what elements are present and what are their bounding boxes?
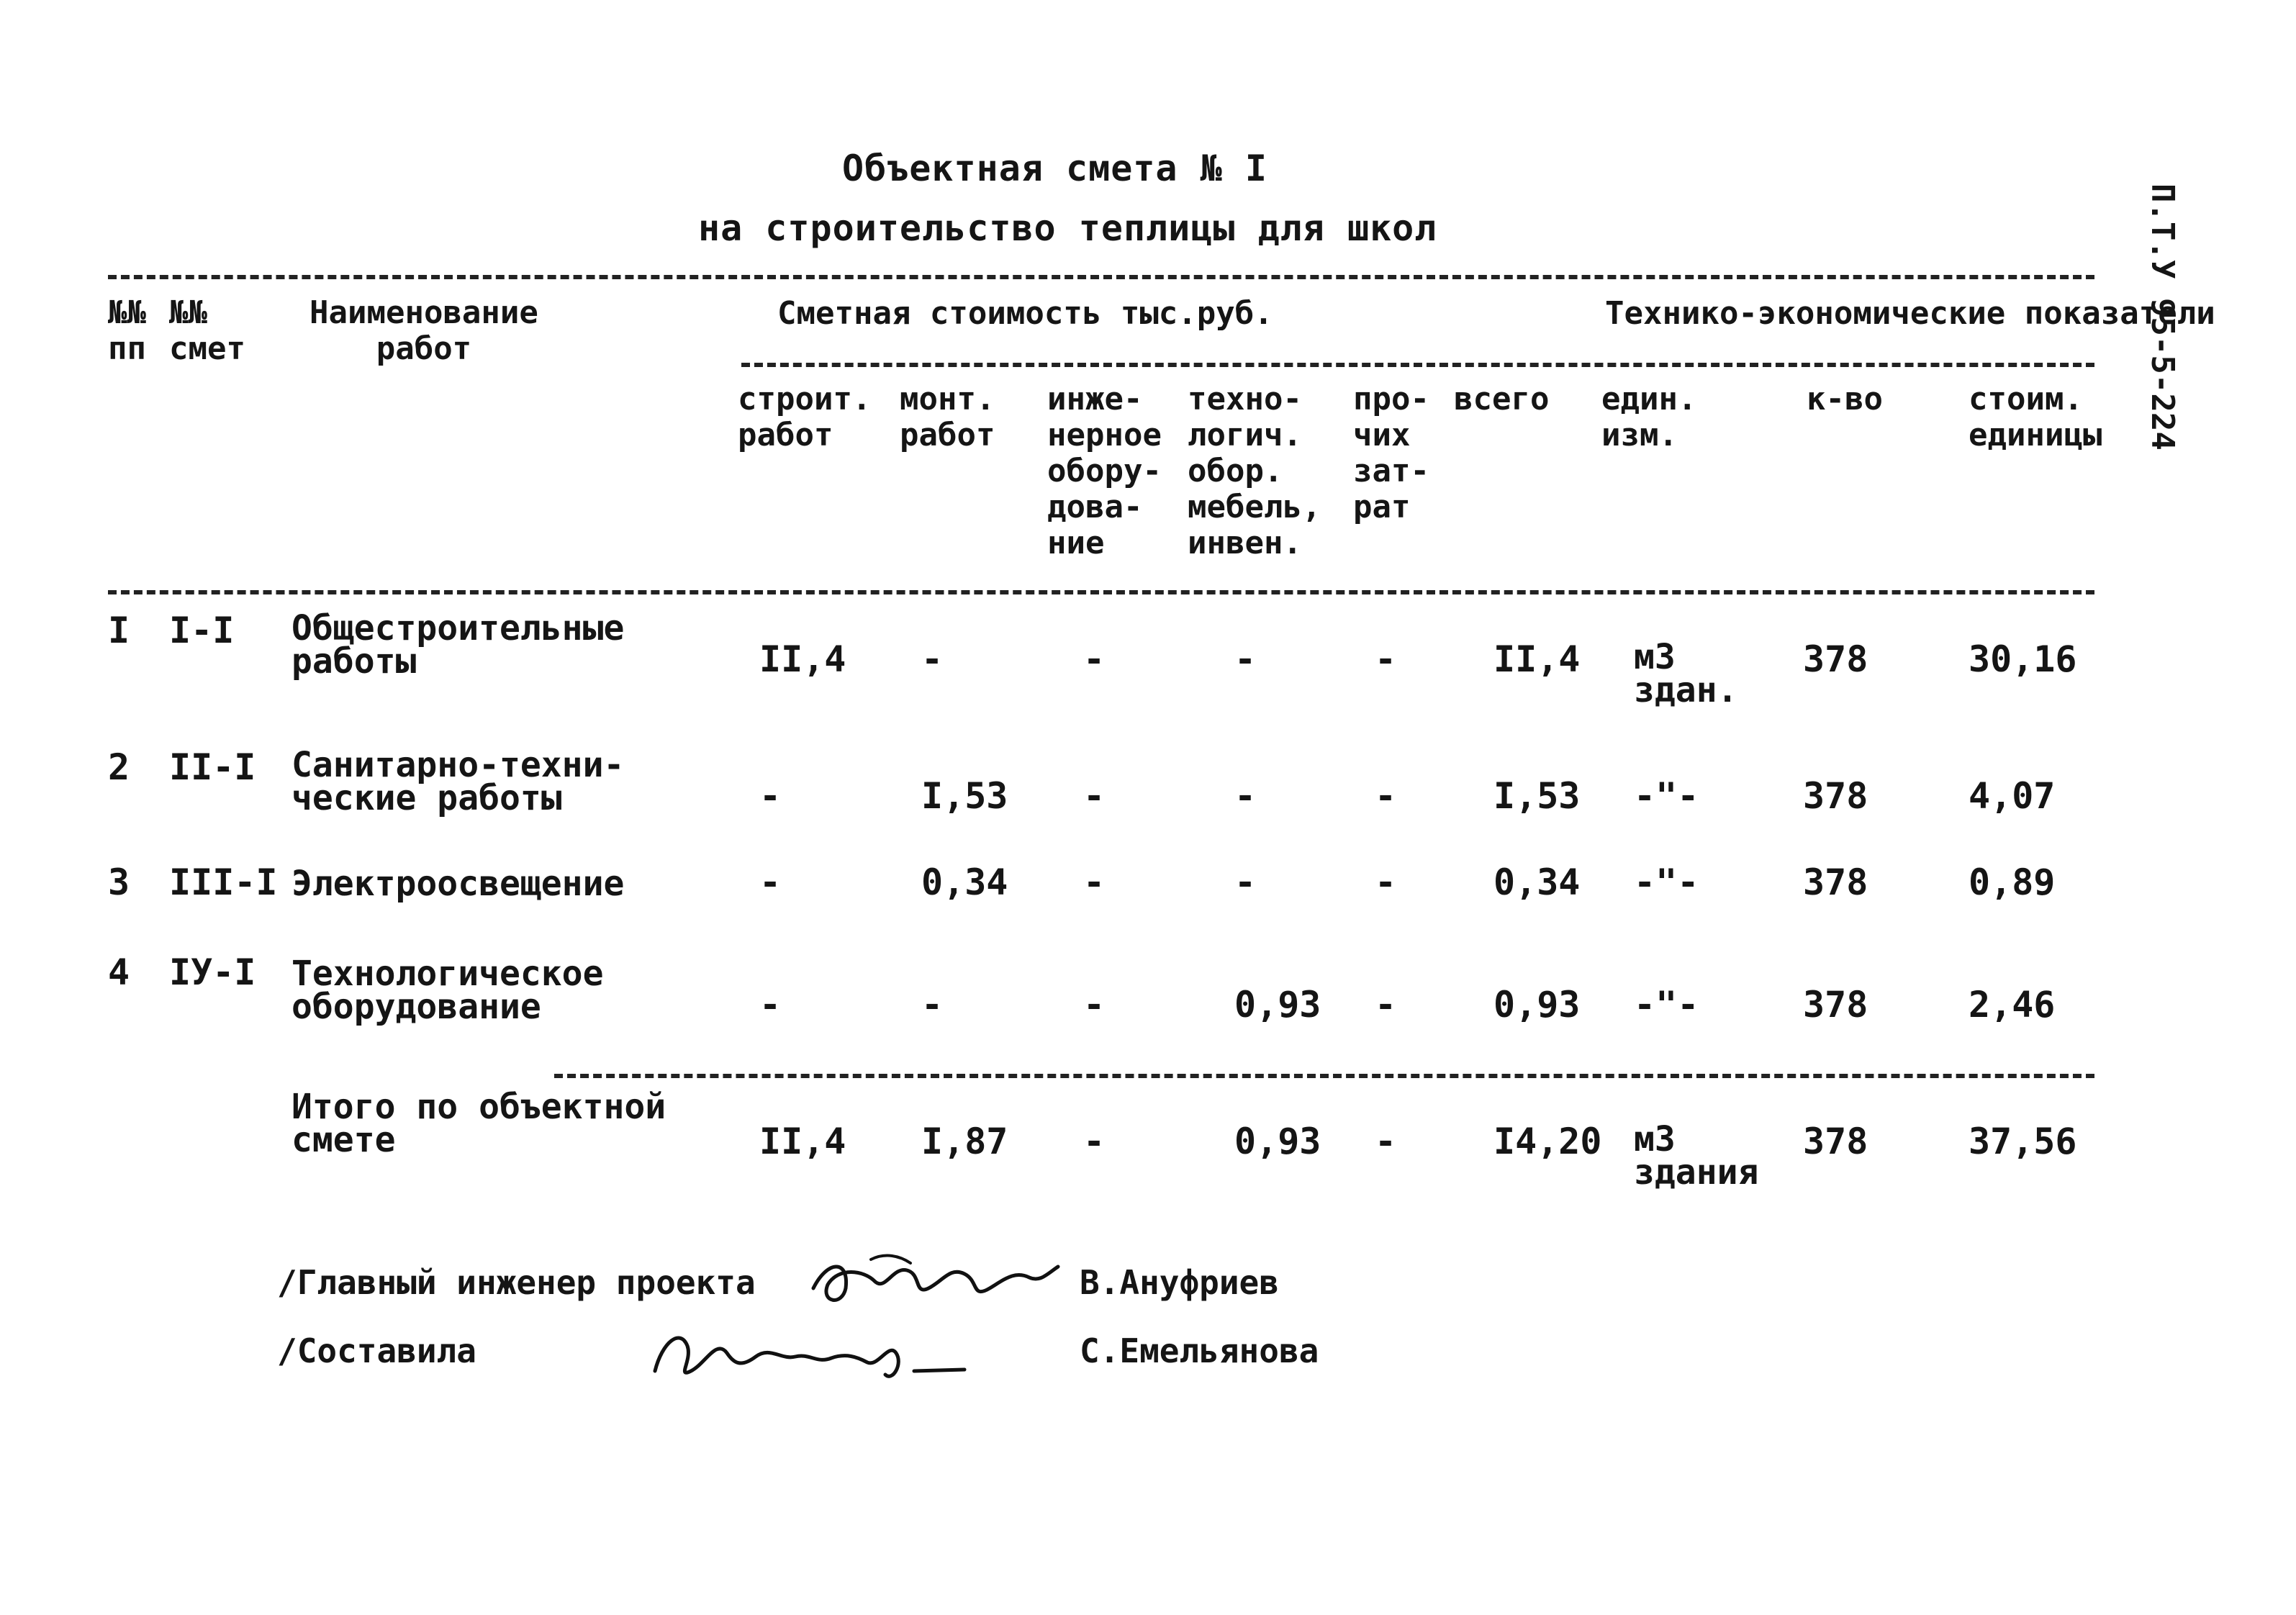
installation-value: 0,34 (921, 861, 1008, 903)
technological-value: - (1234, 638, 1257, 680)
header-construction-works: строит. работ (738, 381, 872, 453)
estimate-number: III-I (169, 861, 278, 903)
other-value: - (1375, 861, 1397, 903)
header-tech-group: Технико-экономические показатели (1605, 295, 2215, 332)
quantity-value: 378 (1803, 984, 1868, 1026)
side-document-code: П.Т.У 95-5-224 (2144, 184, 2181, 451)
compiler-role: /Составила (277, 1331, 476, 1370)
header-estimate-number: №№ смет (169, 294, 245, 367)
header-other-costs: про- чих зат- рат (1353, 381, 1429, 525)
installation-value: I,53 (921, 775, 1008, 817)
installation-total: I,87 (921, 1121, 1008, 1162)
construction-value: - (759, 984, 782, 1026)
unit-value: -"- (1634, 861, 1699, 903)
installation-value: - (921, 638, 944, 680)
unit-cost-value: 4,07 (1969, 775, 2056, 817)
installation-value: - (921, 984, 944, 1026)
other-value: - (1375, 775, 1397, 817)
engineering-value: - (1083, 775, 1106, 817)
total-value: II,4 (1493, 638, 1581, 680)
chief-engineer-role: /Главный инженер проекта (277, 1263, 756, 1302)
header-mid-rule (741, 363, 2094, 367)
grand-total: I4,20 (1493, 1121, 1602, 1162)
work-name: Электроосвещение (291, 864, 625, 904)
unit-cost-value: 30,16 (1969, 638, 2077, 680)
header-total: всего (1454, 381, 1550, 417)
compiler-name: С.Емельянова (1080, 1331, 1319, 1370)
header-bottom-rule (108, 590, 2094, 594)
technological-value: - (1234, 861, 1257, 903)
estimate-number: II-I (169, 746, 256, 788)
quantity-value: 378 (1803, 638, 1868, 680)
estimate-number: I-I (169, 610, 235, 651)
construction-total: II,4 (759, 1121, 846, 1162)
unit-value: м3 здан. (1634, 637, 1738, 710)
construction-value: II,4 (759, 638, 846, 680)
total-unit-cost: 37,56 (1969, 1121, 2077, 1162)
unit-cost-value: 0,89 (1969, 861, 2056, 903)
total-quantity: 378 (1803, 1121, 1868, 1162)
document-subtitle: на строительство теплицы для школ (698, 207, 1437, 249)
header-installation-works: монт. работ (900, 381, 995, 453)
quantity-value: 378 (1803, 775, 1868, 817)
header-unit-cost: стоим. единицы (1969, 381, 2102, 453)
unit-value: -"- (1634, 775, 1699, 817)
total-unit: м3 здания (1634, 1119, 1759, 1193)
document-title: Объектная смета № I (842, 148, 1267, 189)
header-row-number: №№ пп (108, 294, 146, 367)
work-name: Общестроительные работы (291, 608, 625, 682)
technological-value: - (1234, 775, 1257, 817)
construction-value: - (759, 775, 782, 817)
other-value: - (1375, 984, 1397, 1026)
work-name: Технологическое оборудование (291, 954, 604, 1027)
total-value: 0,34 (1493, 861, 1581, 903)
total-row-label: Итого по объектной смете (291, 1087, 666, 1160)
other-total: - (1375, 1121, 1397, 1162)
total-value: I,53 (1493, 775, 1581, 817)
chief-engineer-signature (806, 1238, 1065, 1317)
header-cost-group: Сметная стоимость тыс.руб. (777, 295, 1273, 332)
total-value: 0,93 (1493, 984, 1581, 1026)
other-value: - (1375, 638, 1397, 680)
quantity-value: 378 (1803, 861, 1868, 903)
estimate-number: IУ-I (169, 951, 256, 993)
chief-engineer-name: В.Ануфриев (1080, 1263, 1279, 1302)
row-number: 3 (108, 861, 130, 903)
header-work-name: Наименование работ (309, 294, 538, 367)
construction-value: - (759, 861, 782, 903)
unit-cost-value: 2,46 (1969, 984, 2056, 1026)
engineering-total: - (1083, 1121, 1106, 1162)
unit-value: -"- (1634, 984, 1699, 1026)
work-name: Санитарно-техни- ческие работы (291, 745, 625, 818)
engineering-value: - (1083, 638, 1106, 680)
engineering-value: - (1083, 984, 1106, 1026)
header-technological-equipment: техно- логич. обор. мебель, инвен. (1188, 381, 1321, 561)
header-quantity: к-во (1807, 381, 1883, 417)
engineering-value: - (1083, 861, 1106, 903)
row-number: 4 (108, 951, 130, 993)
total-rule (554, 1074, 2094, 1078)
row-number: I (108, 610, 130, 651)
technological-total: 0,93 (1234, 1121, 1321, 1162)
header-unit: един. изм. (1601, 381, 1697, 453)
technological-value: 0,93 (1234, 984, 1321, 1026)
header-engineering-equipment: инже- нерное обору- дова- ние (1047, 381, 1162, 561)
row-number: 2 (108, 746, 130, 788)
header-top-rule (108, 275, 2094, 279)
compiler-signature (648, 1313, 993, 1393)
